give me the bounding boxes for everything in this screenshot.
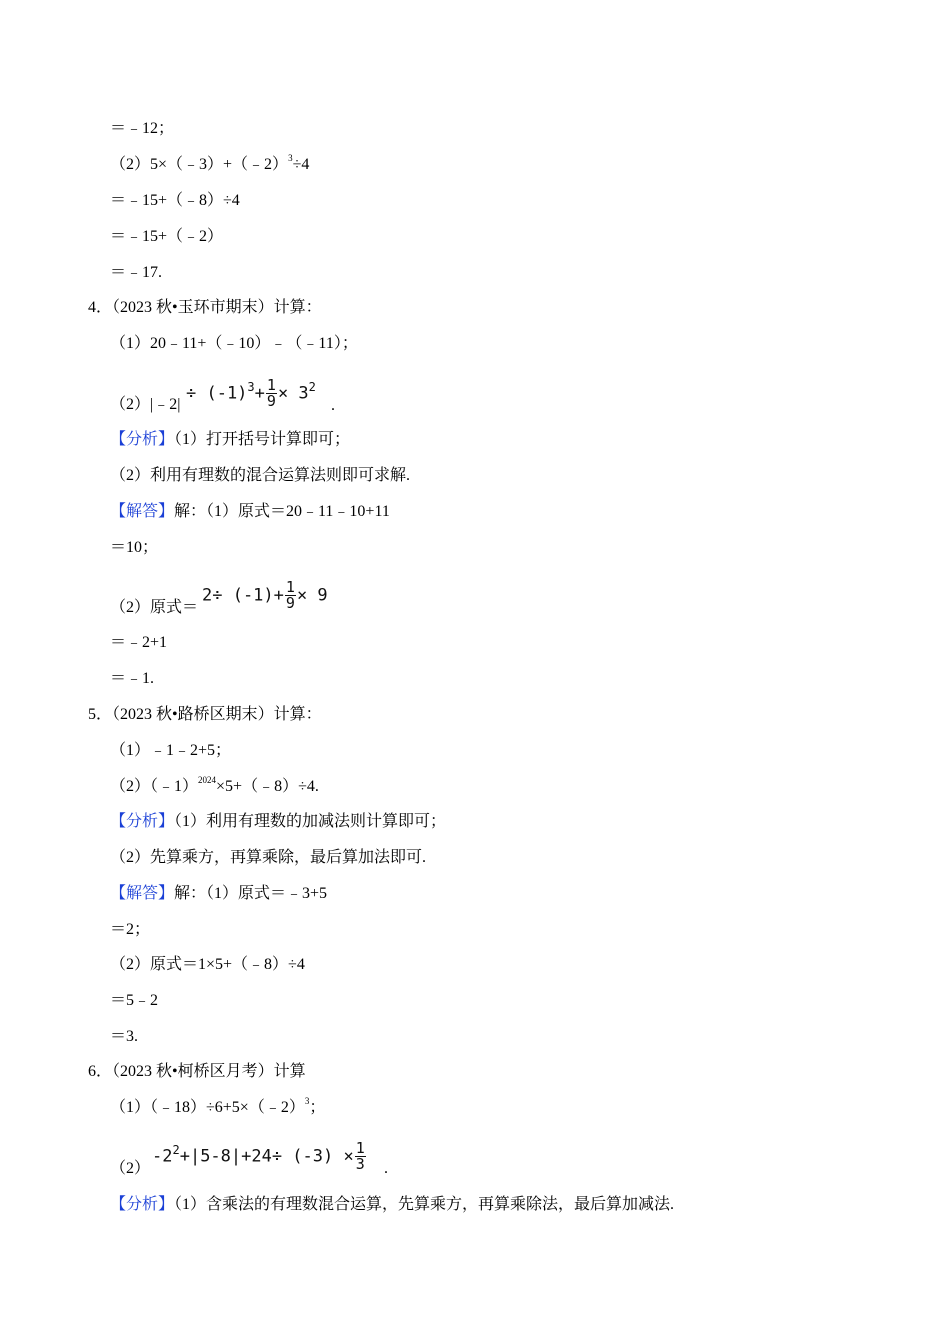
question-4-analysis: 【分析】（1）打开括号计算即可； — [110, 431, 351, 448]
analysis-tag: 【分析】 — [110, 813, 175, 830]
question-5-part-1: （1）﹣1﹣2+5； — [110, 742, 232, 759]
question-4-answer-line: ＝﹣1. — [110, 670, 155, 687]
question-4-analysis-line: （2）利用有理数的混合运算法则即可求解. — [110, 467, 411, 484]
analysis-tag: 【分析】 — [110, 431, 175, 448]
solution-line: （2）5×（﹣3）+（﹣2）$^3$÷4 — [110, 153, 310, 173]
solution-line: ＝﹣12； — [110, 120, 175, 137]
question-5-answer: 【解答】解：（1）原式＝﹣3+5 — [110, 885, 328, 902]
formula-period: . — [331, 397, 335, 414]
answer-tag: 【解答】 — [110, 503, 175, 520]
question-6-part-2-formula: $-2^2+|5-8|+24\div (-3)$ × $\frac{1}{3}$ — [152, 1139, 365, 1173]
question-4-part-2-formula: ÷ $(-1)^3+$ $\frac{1}{9}$ × $3^2$ — [186, 376, 316, 410]
question-4-answer-line: ＝﹣2+1 — [110, 634, 168, 651]
question-5-answer-line: ＝2； — [110, 921, 151, 938]
question-4-heading: 4．（2023 秋•玉环市期末）计算： — [88, 299, 322, 316]
question-6-part-1: （1）（﹣18）÷6+5×（﹣2）$^3$； — [110, 1096, 326, 1116]
question-4-answer: 【解答】解：（1）原式＝20﹣11﹣10+11 — [110, 503, 390, 520]
solution-line: ＝﹣17. — [110, 264, 163, 281]
question-5-answer-line: ＝5﹣2 — [110, 992, 159, 1009]
question-4-answer-formula: 2÷ (-1)+ $\frac{1}{9}$ × 9 — [202, 578, 328, 612]
question-4-part-1: （1）20﹣11+（﹣10）﹣（﹣11）； — [110, 335, 358, 352]
question-6-heading: 6．（2023 秋•柯桥区月考）计算 — [88, 1063, 306, 1080]
question-5-analysis-line: （2）先算乘方，再算乘除，最后算加法即可. — [110, 849, 427, 866]
question-4-part-2-prefix: （2）|﹣2| — [110, 396, 181, 413]
question-5-part-2: （2）（﹣1）$^{2024}$×5+（﹣8）÷4. — [110, 775, 319, 795]
question-4-answer-line: ＝10； — [110, 539, 159, 556]
question-5-answer-line: （2）原式＝1×5+（﹣8）÷4 — [110, 956, 305, 973]
question-5-heading: 5．（2023 秋•路桥区期末）计算： — [88, 706, 322, 723]
solution-line: ＝﹣15+（﹣8）÷4 — [110, 192, 240, 209]
formula-period: . — [384, 1160, 388, 1177]
analysis-tag: 【分析】 — [110, 1196, 175, 1213]
question-6-part-2-prefix: （2） — [110, 1160, 151, 1177]
question-5-answer-line: ＝3. — [110, 1028, 139, 1045]
solution-line: ＝﹣15+（﹣2） — [110, 228, 224, 245]
question-5-analysis: 【分析】（1）利用有理数的加减法则计算即可； — [110, 813, 447, 830]
question-6-analysis: 【分析】（1）含乘法的有理数混合运算，先算乘方，再算乘除法，最后算加减法. — [110, 1196, 675, 1213]
question-4-answer-line: （2）原式＝ — [110, 599, 199, 616]
answer-tag: 【解答】 — [110, 885, 175, 902]
